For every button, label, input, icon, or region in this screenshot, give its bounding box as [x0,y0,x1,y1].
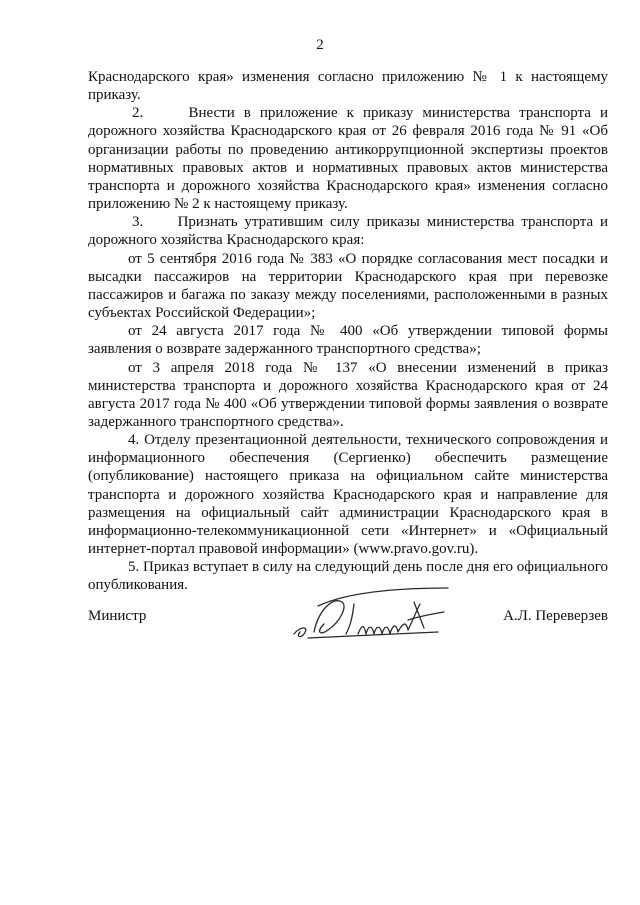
document-body [88,68,608,595]
handwritten-signature [288,582,458,642]
paragraph-continuation: Краснодарского края» изменения согласно приложению № 1 к настоящему приказу. [88,69,608,104]
paragraph-item-2: 2. Внести в приложение к приказу министерства транспорта и дорожного хозяйства Краснодарского края от 26 февраля 2016 года № 91 «Об организации работы по проведению антикоррупционной экспертизы проектов нормативных правовых актов и нормативных правовых актов министерства транспорта и дорожного хозяйства Краснодарского края» изменения согласно приложению № 2 к настоящему приказу. [88,105,608,213]
signatory-title: Министр [88,608,147,624]
paragraph-item-4: 4. Отделу презентационной деятельности, технического сопровождения и информационного обеспечения (Сергиенко) обеспечить размещение (опубликование) настоящего приказа на официальном сайте министерства транспорта и дорожного хозяйства Краснодарского края и направление для размещения на официальный сайт администрации Краснодарского края в информационно-телекоммуникационной сети «Интернет» и «Официальный интернет-портал правовой информации» (www.pravo.gov.ru). [88,432,608,558]
paragraph-order-383: от 5 сентября 2016 года № 383 «О порядке согласования мест посадки и высадки пассажиров на территории Краснодарского края при перевозке пассажиров и багажа по заказу между поселениями, расположенными в разных субъектах Российской Федерации»; [88,250,608,322]
signature-block [88,592,608,638]
signatory-name: А.Л. Переверзев [503,608,608,624]
paragraph-item-3: 3. Признать утратившим силу приказы министерства транспорта и дорожного хозяйства Краснодарского края: [88,214,608,249]
paragraph-item-5: 5. Приказ вступает в силу на следующий день после дня его официального опубликования. [88,559,608,594]
page-number: 2 [316,37,324,53]
paragraph-order-400: от 24 августа 2017 года № 400 «Об утверждении типовой формы заявления о возврате задержанного транспортного средства»; [88,323,608,358]
paragraph-order-137: от 3 апреля 2018 года № 137 «О внесении изменений в приказ министерства транспорта и дорожного хозяйства Краснодарского края от 24 августа 2017 года № 400 «Об утверждении типовой формы заявления о возврате задержанного транспортного средства». [88,359,608,430]
